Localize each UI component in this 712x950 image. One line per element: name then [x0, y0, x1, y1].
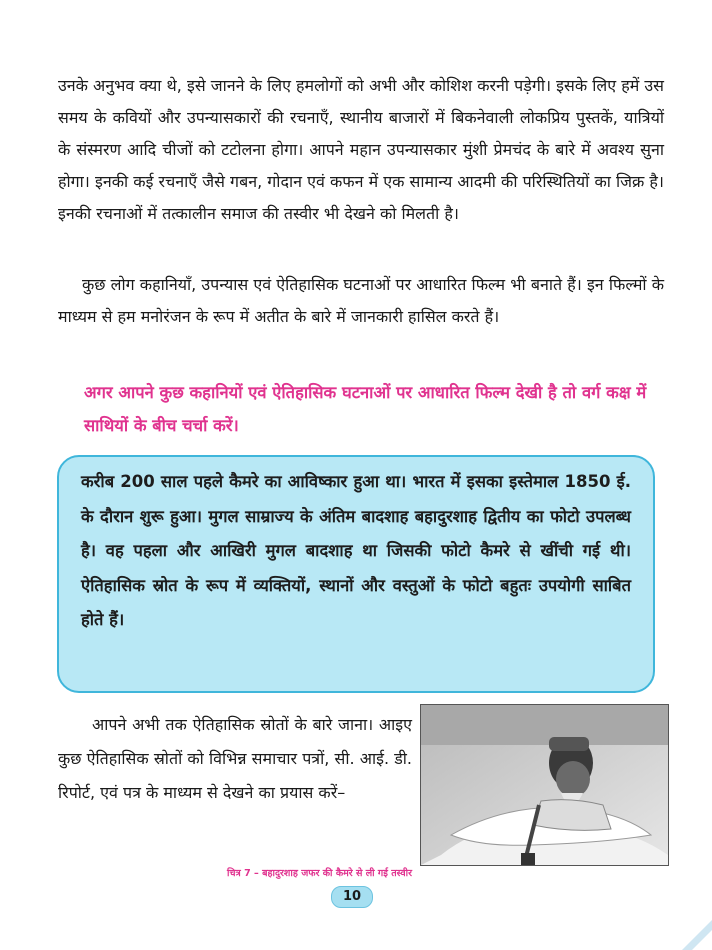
paragraph-films: कुछ लोग कहानियाँ, उपन्यास एवं ऐतिहासिक घटनाओं पर आधारित फिल्म भी बनाते हैं। इन फिल्मों के माध्यम से हम मनोरंजन के रूप में अतीत के बारे में जानकारी हासिल करते हैं। — [58, 275, 664, 326]
figure-caption: चित्र 7 – बहादुरशाह जफर की कैमरे से ली गई तस्वीर — [227, 868, 412, 879]
camera-info-text: करीब 200 साल पहले कैमरे का आविष्कार हुआ था। भारत में इसका इस्तेमाल 1850 ई. के दौरान शुरू हुआ। मुगल साम्राज्य के अंतिम बादशाह बहादुरशाह द्वितीय का फोटो उपलब्ध है। वह पहला और आखिरी मुगल बादशाह था जिसकी फोटो कैमरे से खींची गई थी। ऐतिहासिक स्रोत के रूप में व्यक्तियों, स्थानों और वस्तुओं के फोटो बहुतः उपयोगी साबित होते हैं। — [81, 472, 631, 629]
paragraph-sources: आपने अभी तक ऐतिहासिक स्रोतों के बारे जाना। आइए कुछ ऐतिहासिक स्रोतों को विभिन्न समाचार पत्रों, सी. आई. डी. रिपोर्ट, एवं पत्र के माध्यम से देखने का प्रयास करें– — [58, 715, 412, 802]
page-number: 10 — [331, 886, 373, 908]
activity-prompt: अगर आपने कुछ कहानियों एवं ऐतिहासिक घटनाओं पर आधारित फिल्म देखी है तो वर्ग कक्ष में साथियों के बीच चर्चा करें। — [84, 383, 647, 435]
paragraph-experiences: उनके अनुभव क्या थे, इसे जानने के लिए हमलोगों को अभी और कोशिश करनी पड़ेगी। इसके लिए हमें उस समय के कवियों और उपन्यासकारों की रचनाएँ, स्थानीय बाजारों में बिकनेवाली लोकप्रिय पुस्तकें, यात्रियों के संस्मरण आदि चीजों को टटोलना होगा। आपने महान उपन्यासकार मुंशी प्रेमचंद के बारे में अवश्य सुना होगा। इनकी कई रचनाएँ जैसे गबन, गोदान एवं कफन में एक सामान्य आदमी की परिस्थितियों का जिक्र है। इनकी रचनाओं में तत्कालीन समाज की तस्वीर भी देखने को मिलती है। — [58, 76, 664, 223]
camera-info-box — [57, 455, 655, 693]
photo-illustration — [421, 705, 668, 865]
corner-watermark-icon — [672, 910, 712, 950]
bahadurshah-photo — [420, 704, 669, 866]
